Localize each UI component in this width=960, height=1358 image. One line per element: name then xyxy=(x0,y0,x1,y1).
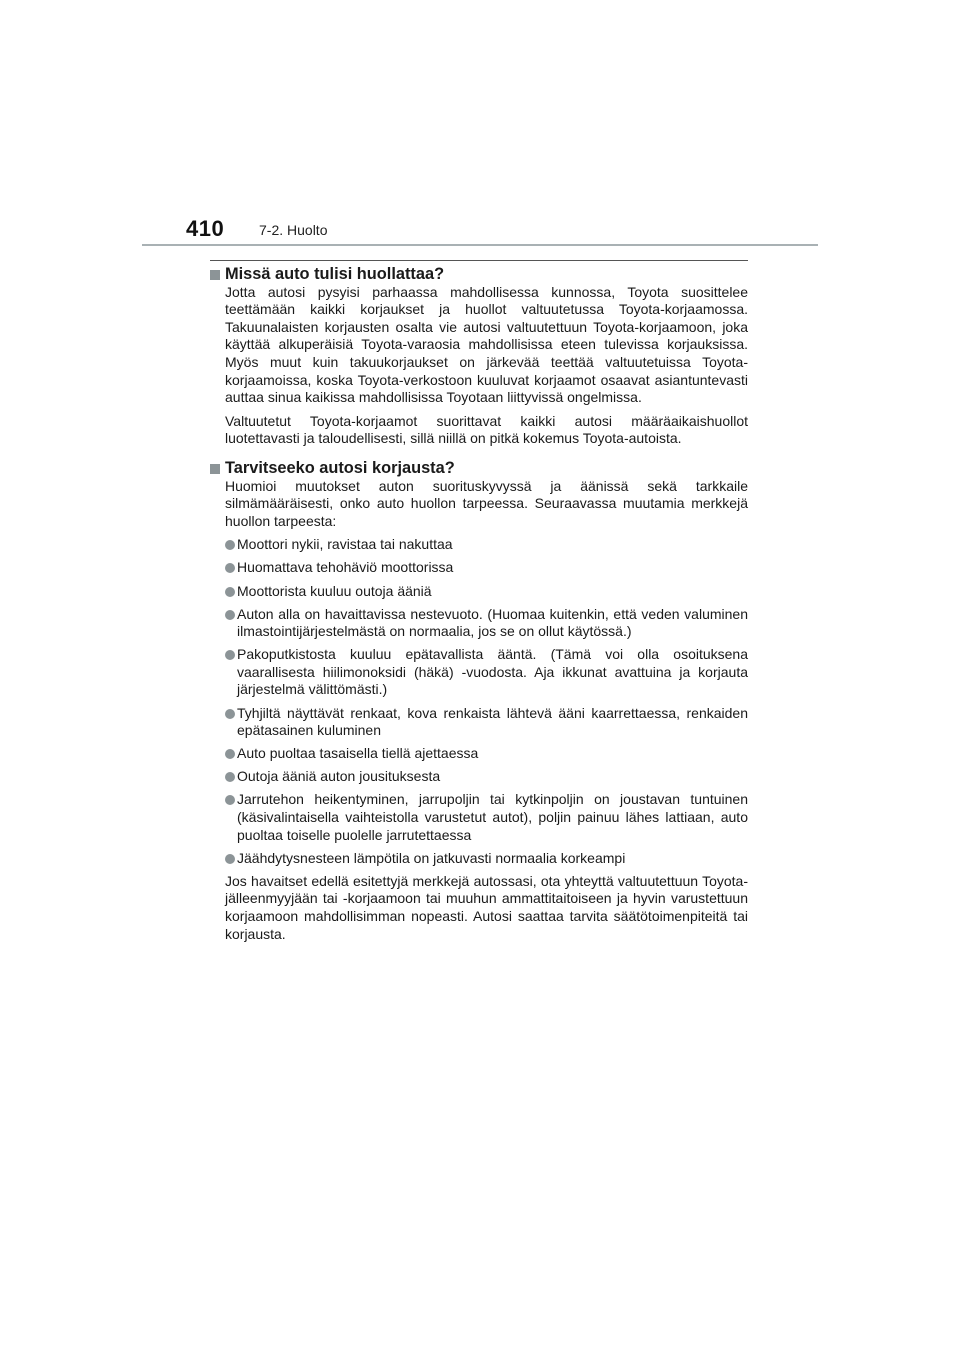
symptom-list xyxy=(210,536,748,867)
list-item xyxy=(225,768,748,786)
list-item xyxy=(225,606,748,641)
page-header xyxy=(0,0,960,260)
list-item xyxy=(225,536,748,554)
circle-bullet-icon xyxy=(225,854,235,864)
content-top-rule xyxy=(210,260,748,261)
list-item-text: Auton alla on havaittavissa nestevuoto. (Huomaa kuitenkin, että veden valuminen ilmastointijärjestelmästä on normaalia, jos se on ollut käytössä.) xyxy=(237,605,748,640)
list-item-text: Jarrutehon heikentyminen, jarrupoljin tai kytkinpoljin on joustavan tuntuinen (käsivalintaisella vaihteistolla varustetut autot), poljin painuu lähes lattiaan, auto puoltaa toiselle puolelle jarrutettaessa xyxy=(237,791,748,843)
list-item xyxy=(225,559,748,577)
header-rule xyxy=(142,244,818,246)
page-content xyxy=(210,266,748,957)
list-item-text: Moottori nykii, ravistaa tai nakuttaa xyxy=(237,536,453,553)
list-item xyxy=(225,583,748,601)
paragraph: Huomioi muutokset auton suorituskyvyssä ja äänissä sekä tarkkaile silmämääräisesti, onko auto huollon tarpeessa. Seuraavassa muutamia merkkejä huollon tarpeesta: xyxy=(225,477,748,529)
square-bullet-icon xyxy=(210,464,220,474)
list-item-text: Pakoputkistosta kuuluu epätavallista ääntä. (Tämä voi olla osoituksena vaarallisesta hiilimonoksidi (häkä) -vuodosta. Aja ikkunat avattuina ja korjauta järjestelmä välittömästi.) xyxy=(237,646,748,698)
heading-text: Tarvitseeko autosi korjausta? xyxy=(225,458,455,477)
circle-bullet-icon xyxy=(225,749,235,759)
circle-bullet-icon xyxy=(225,709,235,719)
circle-bullet-icon xyxy=(225,650,235,660)
page-number: 410 xyxy=(186,216,225,241)
paragraph: Jotta autosi pysyisi parhaassa mahdollisessa kunnossa, Toyota suosittelee teettämään kaikki korjaukset ja huollot valtuutetussa Toyota-korjaamossa. Takuunalaisten korjausten osalta vie autosi valtuutettuun Toyota-korjaamoon, joka käyttää alkuperäisiä Toyota-varaosia mahdollisissa eteen tulevissa korjauksissa. Myös muut kuin takuukorjaukset on järkevää teettää valtuutetuissa Toyota-korjaamoissa, koska Toyota-verkostoon kuuluvat korjaamot osaavat asiantuntevasti auttaa sinua kaikissa mahdollisissa Toyotaan liittyvissä ongelmissa. xyxy=(225,283,748,406)
list-item-text: Huomattava tehohäviö moottorissa xyxy=(237,559,454,576)
list-item xyxy=(225,705,748,740)
circle-bullet-icon xyxy=(225,540,235,550)
list-item xyxy=(225,850,748,868)
circle-bullet-icon xyxy=(225,795,235,805)
list-item xyxy=(225,745,748,763)
list-item xyxy=(225,646,748,699)
list-item-text: Outoja ääniä auton jousituksesta xyxy=(237,768,441,785)
list-item-text: Jäähdytysnesteen lämpötila on jatkuvasti normaalia korkeampi xyxy=(237,849,626,866)
square-bullet-icon xyxy=(210,270,220,280)
circle-bullet-icon xyxy=(225,610,235,620)
heading-text: Missä auto tulisi huollattaa? xyxy=(225,265,445,283)
section-title: 7-2. Huolto xyxy=(259,222,328,238)
circle-bullet-icon xyxy=(225,772,235,782)
list-item-text: Auto puoltaa tasaisella tiellä ajettaessa xyxy=(237,745,479,762)
circle-bullet-icon xyxy=(225,563,235,573)
closing-paragraph: Jos havaitset edellä esitettyjä merkkejä autossasi, ota yhteyttä valtuutettuun Toyota-jälleenmyyjään tai -korjaamoon tai muuhun ammattitaitoiseen ja hyvin varustettuun korjaamoon mahdollisimman nopeasti. Autosi saattaa tarvita säätötoimenpiteitä tai korjausta. xyxy=(225,872,748,942)
list-item xyxy=(225,791,748,844)
list-item-text: Moottorista kuuluu outoja ääniä xyxy=(237,582,432,599)
section-heading-repair xyxy=(210,460,748,478)
paragraph: Valtuutetut Toyota-korjaamot suorittavat kaikki autosi määräaikaishuollot luotettavasti ja taloudellisesti, sillä niillä on pitkä kokemus Toyota-autoista. xyxy=(225,412,748,447)
section-heading-where xyxy=(210,266,748,284)
list-item-text: Tyhjiltä näyttävät renkaat, kova renkaista lähtevä ääni kaarrettaessa, renkaiden epätasainen kuluminen xyxy=(237,704,748,739)
circle-bullet-icon xyxy=(225,587,235,597)
